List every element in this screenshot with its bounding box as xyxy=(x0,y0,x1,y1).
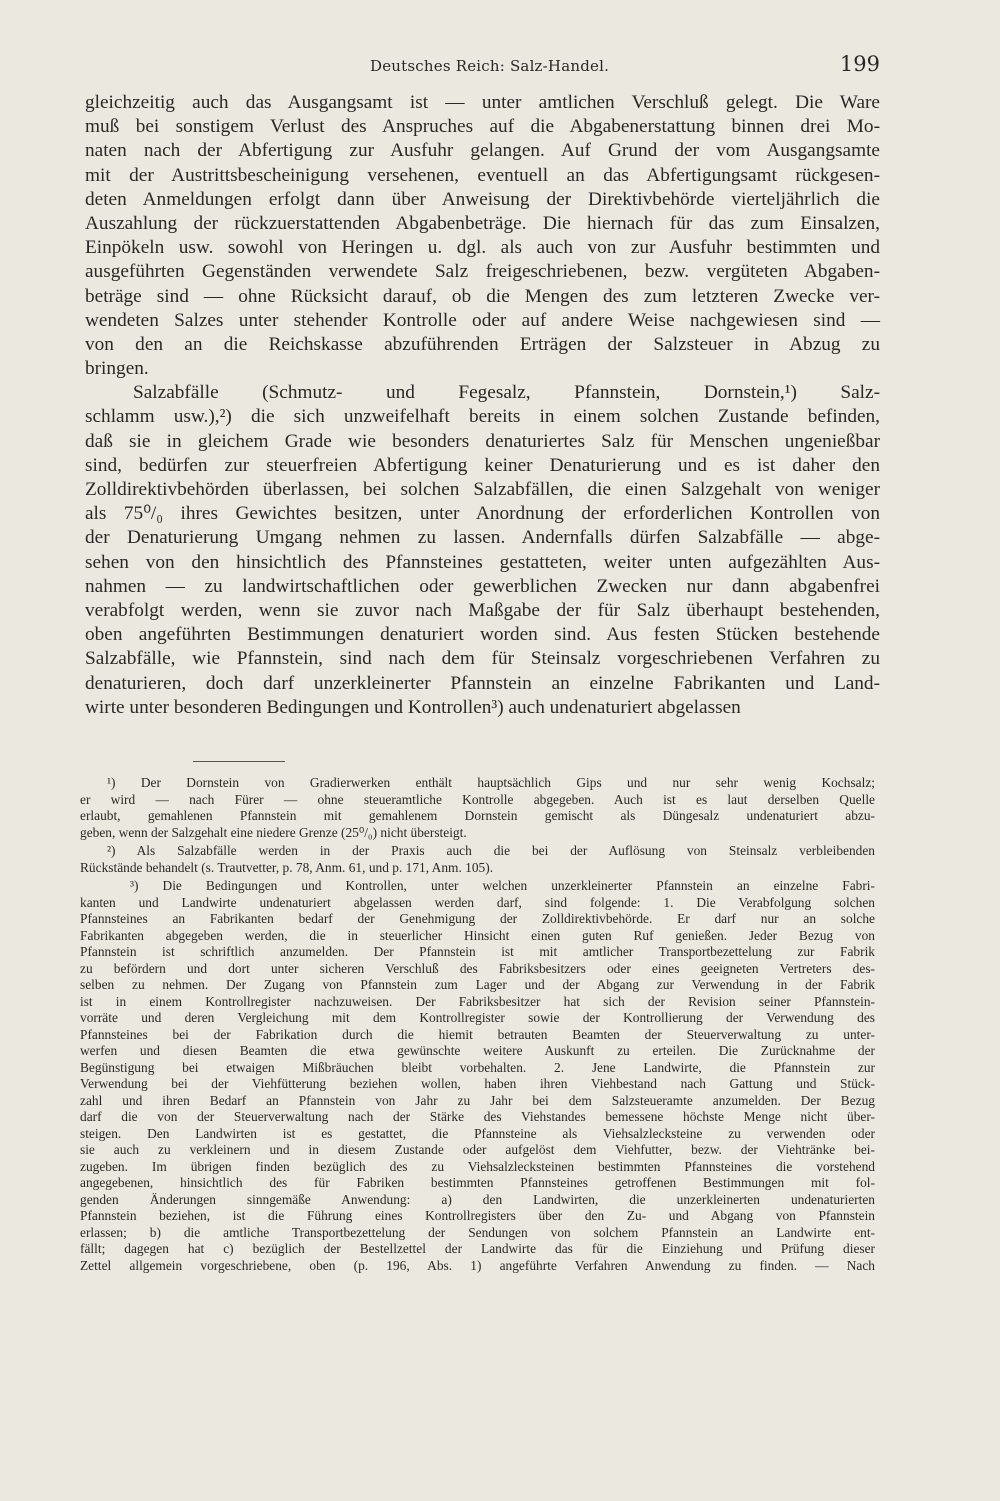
text-line: oben angeführten Bestimmungen denaturiert worden sind. Aus festen Stücken bestehende xyxy=(85,624,880,646)
footnote-line: zugeben. Im übrigen finden bezüglich des zu Viehsalzlecksteinen bestimmten Pfannsteines die vorstehend xyxy=(80,1158,875,1174)
running-header xyxy=(85,52,880,83)
text-line: wendeten Salzes unter stehender Kontrolle oder auf andere Weise nachgewiesen sind — xyxy=(85,309,880,331)
footnote-line: vorräte und deren Vergleichung mit dem Kontrollregister sowie der Kontrollierung der Verwendung des xyxy=(80,1010,875,1025)
text-line: Salzabfälle (Schmutz- und Fegesalz, Pfannstein, Dornstein,¹) Salz- xyxy=(133,382,880,404)
text-line: der Denaturierung Umgang nehmen zu lassen. Andernfalls dürfen Salzabfälle — abge- xyxy=(85,527,880,549)
text-line: von den an die Reichskasse abzuführenden Erträgen der Salzsteuer in Abzug zu xyxy=(85,333,880,355)
text-line: als 75⁰/₀ ihres Gewichtes besitzen, unter Anordnung der erforderlichen Kontrollen von xyxy=(85,503,880,525)
footnote-line: darf die von der Steuerverwaltung nach der Stärke des Viehstandes bemessene höchste Menge nicht über- xyxy=(80,1109,875,1124)
footnote-line: ³) Die Bedingungen und Kontrollen, unter welchen unzerkleinerter Pfannstein an einzelne Fabri- xyxy=(130,878,875,893)
footnote-line: sie auch zu verkleinern und in diesem Zustande oder aufgelöst dem Viehfutter, bezw. der Viehtränke bei- xyxy=(80,1142,875,1157)
text-line: sind, bedürfen zur steuerfreien Abfertigung keiner Denaturierung und es ist daher den xyxy=(85,454,880,476)
text-line: daß sie in gleichem Grade wie besonders denaturiertes Salz für Menschen ungenießbar xyxy=(85,430,880,452)
text-line: mit der Austrittsbescheinigung versehenen, eventuell an das Abfertigungsamt rückgesen- xyxy=(85,164,880,186)
text-line: ausgeführten Gegenständen verwendete Salz freigeschriebenen, bezw. vergüteten Abgaben- xyxy=(85,261,880,283)
text-line: verabfolgt werden, wenn sie zuvor nach Maßgabe der für Salz überhaupt bestehenden, xyxy=(85,599,880,621)
footnote-line: Zettel allgemein vorgeschriebene, oben (p. 196, Abs. 1) angeführte Verfahren Anwendung zu finden. — Nach xyxy=(80,1257,875,1273)
text-line: gleichzeitig auch das Ausgangsamt ist — unter amtlichen Verschluß gelegt. Die Ware xyxy=(85,92,880,113)
footnote-line: fällt; dagegen hat c) bezüglich der Bestellzettel der Landwirte das für die Einziehung und Prüfung dieser xyxy=(80,1241,875,1256)
footnote-line: Rückstände behandelt (s. Trautvetter, p. 78, Anm. 61, und p. 171, Anm. 105). xyxy=(80,859,494,875)
footnote-line: ist in einem Kontrollregister nachzuweisen. Der Fabriksbesitzer hat sich der Revision seiner Pfannstein- xyxy=(80,993,875,1009)
footnote-line: Pfannsteines an Fabrikanten bedarf der Genehmigung der Zolldirektivbehörde. Er darf nur an solche xyxy=(80,911,875,926)
footnote-line: Fabrikanten abgegeben werden, die in steuerlicher Hinsicht einen guten Ruf genießen. Jeder Bezug von xyxy=(80,927,875,943)
footnote-line: kanten und Landwirte undenaturiert abgelassen werden darf, sind folgende: 1. Die Verabfolgung solchen xyxy=(80,894,875,910)
footnote-line: erlassen; b) die amtliche Transportbezettelung der Sendungen von solchem Pfannstein an Landwirte ent- xyxy=(80,1224,875,1240)
main-text xyxy=(85,91,880,720)
footnote-line: Begünstigung bei etwaigen Mißbräuchen bleibt vorbehalten. 2. Jene Landwirte, die Pfannstein zur xyxy=(80,1059,875,1075)
footnote-line: erlaubt, gemahlenen Pfannstein mit gemahlenem Dornstein gemischt als Düngesalz undenaturiert abzu- xyxy=(80,808,875,823)
footnotes xyxy=(80,775,875,1274)
text-line: schlamm usw.),²) die sich unzweifelhaft bereits in einem solchen Zustande befinden, xyxy=(85,406,880,428)
text-line: beträge sind — ohne Rücksicht darauf, ob die Mengen des zum letzteren Zwecke ver- xyxy=(85,285,880,307)
footnote-line: Verwendung bei der Viehfütterung beziehen wollen, haben ihren Viehbestand nach Gattung und Stück- xyxy=(80,1076,875,1091)
footnote-line: Pfannsteines bei der Fabrikation durch die hiemit betrauten Beamten der Steuerverwaltung zu unter- xyxy=(80,1026,875,1042)
footnote-line: er wird — nach Fürer — ohne steueramtliche Kontrolle abgegeben. Auch ist es laut derselben Quelle xyxy=(80,791,875,807)
footnote-line: selben zu nehmen. Der Zugang von Pfannstein zum Lager und der Abgang zur Verwendung in der Fabrik xyxy=(80,977,875,992)
text-line: Salzabfälle, wie Pfannstein, sind nach dem für Steinsalz vorgeschriebenen Verfahren zu xyxy=(85,648,880,670)
text-line: bringen. xyxy=(85,358,149,380)
footnote-line: werfen und diesen Beamten die etwa gewünschte weitere Auskunft zu erteilen. Die Zurücknahme der xyxy=(80,1043,875,1058)
footnote-line: steigen. Den Landwirten ist es gestattet, die Pfannsteine als Viehsalzlecksteine zu verwenden oder xyxy=(80,1125,875,1141)
text-line: Auszahlung der rückzuerstattenden Abgabenbeträge. Die hiernach für das zum Einsalzen, xyxy=(85,212,880,234)
footnote-line: genden Änderungen sinngemäße Anwendung: a) den Landwirten, die unzerkleinerten undenaturierten xyxy=(80,1191,875,1207)
footnote-line: Pfannstein beziehen, ist die Führung eines Kontrollregisters über den Zu- und Abgang von Pfannstein xyxy=(80,1208,875,1223)
page-number: 199 xyxy=(839,52,880,76)
text-line: wirte unter besonderen Bedingungen und Kontrollen³) auch undenaturiert abgelassen xyxy=(85,696,741,718)
footnote-line: ¹) Der Dornstein von Gradierwerken enthält hauptsächlich Gips und nur sehr wenig Kochsalz; xyxy=(107,775,875,790)
text-line: naten nach der Abfertigung zur Ausfuhr gelangen. Auf Grund der vom Ausgangsamte xyxy=(85,140,880,162)
text-line: sehen von den hinsichtlich des Pfannsteines gestatteten, weiter unten aufgezählten Aus- xyxy=(85,551,880,573)
footnote-line: zu befördern und dort unter sicheren Verschluß des Fabriksbesitzers oder eines geeigneten Vertreters des- xyxy=(80,960,875,976)
text-line: deten Anmeldungen erfolgt dann über Anweisung der Direktivbehörde vierteljährlich die xyxy=(85,188,880,210)
text-line: Zolldirektivbehörden überlassen, bei solchen Salzabfällen, die einen Salzgehalt von weniger xyxy=(85,479,880,500)
text-line: denaturieren, doch darf unzerkleinerter Pfannstein an einzelne Fabrikanten und Land- xyxy=(85,672,880,694)
text-line: nahmen — zu landwirtschaftlichen oder gewerblichen Zwecken nur dann abgabenfrei xyxy=(85,575,880,597)
text-line: Einpökeln usw. sowohl von Heringen u. dgl. als auch von zur Ausfuhr bestimmten und xyxy=(85,237,880,259)
running-title: Deutsches Reich: Salz-Handel. xyxy=(370,57,610,75)
footnote-line: Pfannstein ist schriftlich anzumelden. Der Pfannstein ist mit amtlicher Transportbezettelung zur Fabrik xyxy=(80,944,875,959)
footnote-separator xyxy=(193,761,285,762)
footnote-line: angegebenen, hinsichtlich des für Fabriken bestimmten Pfannsteines getroffenen Bestimmungen mit fol- xyxy=(80,1175,875,1190)
text-line: muß bei sonstigem Verlust des Anspruches auf die Abgabenerstattung binnen drei Mo- xyxy=(85,116,880,138)
footnote-line: ²) Als Salzabfälle werden in der Praxis auch die bei der Auflösung von Steinsalz verbleibenden xyxy=(107,843,875,858)
footnote-line: zahl und ihren Bedarf an Pfannstein von Jahr zu Jahr bei dem Salzsteueramte anzumelden. Der Bezug xyxy=(80,1092,875,1108)
footnote-line: geben, wenn der Salzgehalt eine niedere Grenze (25⁰/₀) nicht übersteigt. xyxy=(80,824,467,840)
